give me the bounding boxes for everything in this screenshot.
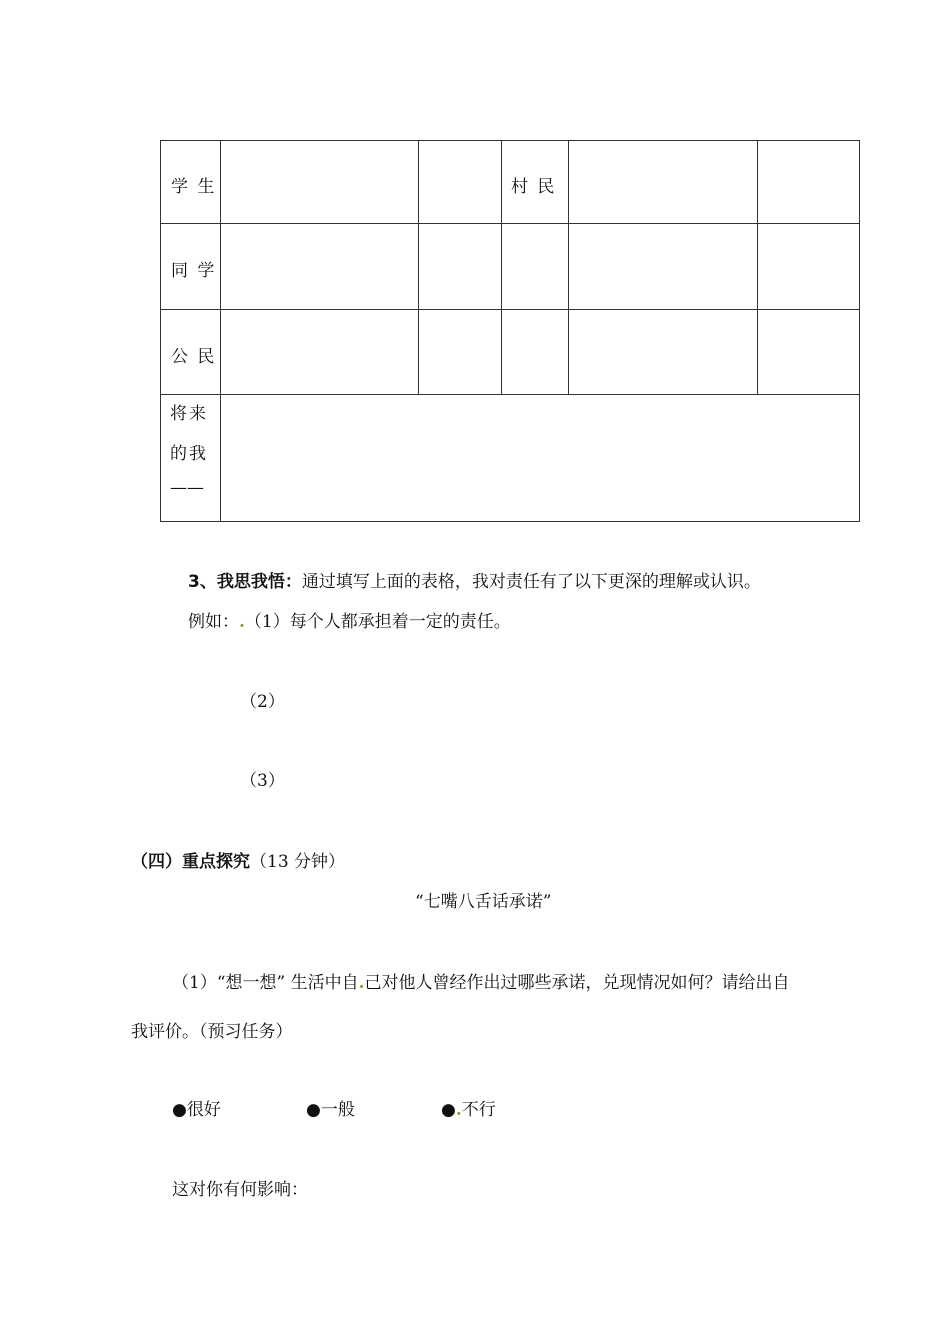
row-label-villager: 村 民 xyxy=(511,177,557,197)
table-line xyxy=(568,140,569,395)
option-label: 一般 xyxy=(320,1100,355,1120)
option-good[interactable] xyxy=(172,1095,221,1120)
section3-example xyxy=(188,607,511,632)
table-line xyxy=(160,521,860,522)
table-line xyxy=(160,223,860,224)
section3-line xyxy=(188,567,761,592)
table-line xyxy=(160,394,860,395)
question-1-part2: 己对他人曾经作出过哪些承诺，兑现情况如何？请给出自 xyxy=(364,973,790,993)
table-line xyxy=(160,140,860,141)
question-1-part1: （1）“想一想” 生活中自 xyxy=(172,973,359,993)
question-1-line2: 我评价。（预习任务） xyxy=(131,1022,293,1042)
example-item-1: （1）每个人都承担着一定的责任。 xyxy=(244,612,511,632)
marker-dot: . xyxy=(455,1100,462,1120)
impact-question: 这对你有何影响： xyxy=(172,1180,308,1200)
future-me-line1: 将来 xyxy=(170,404,208,424)
table-line xyxy=(501,140,502,395)
bullet-icon: ● xyxy=(441,1100,456,1120)
table-line xyxy=(418,140,419,395)
table-line xyxy=(220,140,221,522)
option-average[interactable] xyxy=(306,1095,355,1120)
table-line xyxy=(757,140,758,395)
future-me-line2: 的我 xyxy=(170,444,208,464)
marker-dot: . xyxy=(358,973,365,993)
section4-heading: （四）重点探究 xyxy=(131,852,250,872)
option-poor[interactable] xyxy=(441,1095,496,1120)
example-item-3: （3） xyxy=(240,771,285,791)
option-label: 很好 xyxy=(186,1100,221,1120)
marker-dot: . xyxy=(239,612,245,632)
row-label-student: 学 生 xyxy=(171,177,217,197)
table-line xyxy=(160,140,161,522)
bullet-icon: ● xyxy=(172,1100,187,1120)
row-label-citizen: 公 民 xyxy=(171,347,217,367)
future-me-line3: —— xyxy=(170,478,204,498)
example-prefix: 例如： xyxy=(188,612,239,632)
table-line xyxy=(859,140,860,522)
section4-title: “七嘴八舌话承诺” xyxy=(415,892,552,912)
table-line xyxy=(160,309,860,310)
example-item-2: （2） xyxy=(240,692,285,712)
section4-heading-line xyxy=(131,847,345,872)
section4-time: （13 分钟） xyxy=(250,852,346,872)
bullet-icon: ● xyxy=(306,1100,321,1120)
section3-text: 通过填写上面的表格，我对责任有了以下更深的理解或认识。 xyxy=(301,572,761,592)
row-label-classmate: 同 学 xyxy=(171,261,217,281)
section3-heading: 3、我思我悟： xyxy=(188,572,302,592)
option-label: 不行 xyxy=(461,1100,496,1120)
question-1-line1 xyxy=(172,968,790,993)
